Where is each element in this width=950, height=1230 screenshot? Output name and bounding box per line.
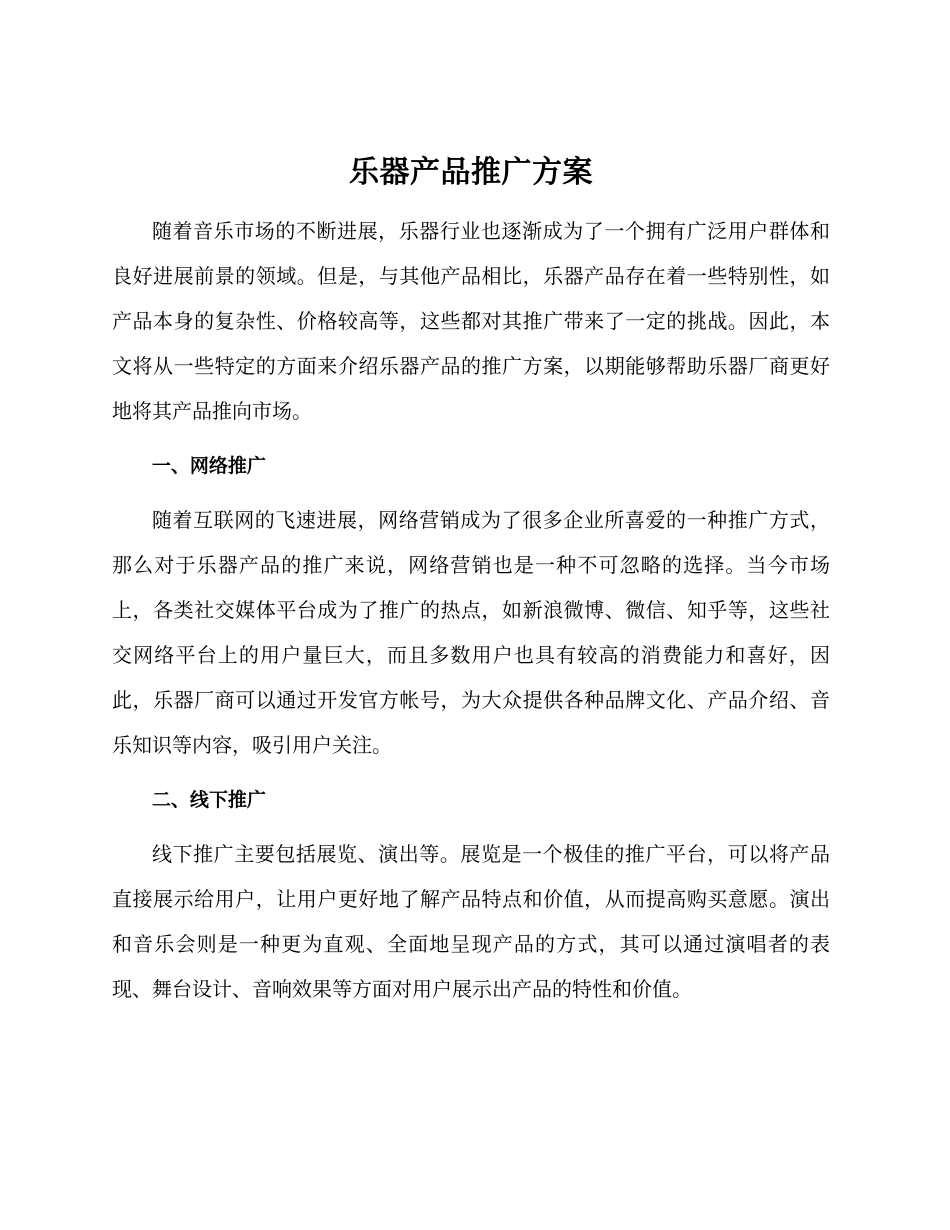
intro-paragraph: 随着音乐市场的不断进展，乐器行业也逐渐成为了一个拥有广泛用户群体和良好进展前景的领域。但是，与其他产品相比，乐器产品存在着一些特别性，如产品本身的复杂性、价格较高等，这些都对其推广带来了一定的挑战。因此，本文将从一些特定的方面来介绍乐器产品的推广方案，以期能够帮助乐器厂商更好地将其产品推向市场。 bbox=[112, 219, 830, 423]
section-body-offline: 线下推广主要包括展览、演出等。展览是一个极佳的推广平台，可以将产品直接展示给用户，让用户更好地了解产品特点和价值，从而提高购买意愿。演出和音乐会则是一种更为直观、全面地呈现产品的方式，其可以通过演唱者的表现、舞台设计、音响效果等方面对用户展示出产品的特性和价值。 bbox=[112, 842, 830, 1001]
section-body-online: 随着互联网的飞速进展，网络营销成为了很多企业所喜爱的一种推广方式，那么对于乐器产品的推广来说，网络营销也是一种不可忽略的选择。当今市场上，各类社交媒体平台成为了推广的热点，如新浪微博、微信、知乎等，这些社交网络平台上的用户量巨大，而且多数用户也具有较高的消费能力和喜好，因此，乐器厂商可以通过开发官方帐号，为大众提供各种品牌文化、产品介绍、音乐知识等内容，吸引用户关注。 bbox=[112, 508, 830, 757]
section-heading-offline: 二、线下推广 bbox=[151, 789, 266, 811]
document-page bbox=[112, 145, 830, 1012]
document-title: 乐器产品推广方案 bbox=[349, 155, 593, 190]
section-heading-online: 一、网络推广 bbox=[151, 455, 266, 477]
